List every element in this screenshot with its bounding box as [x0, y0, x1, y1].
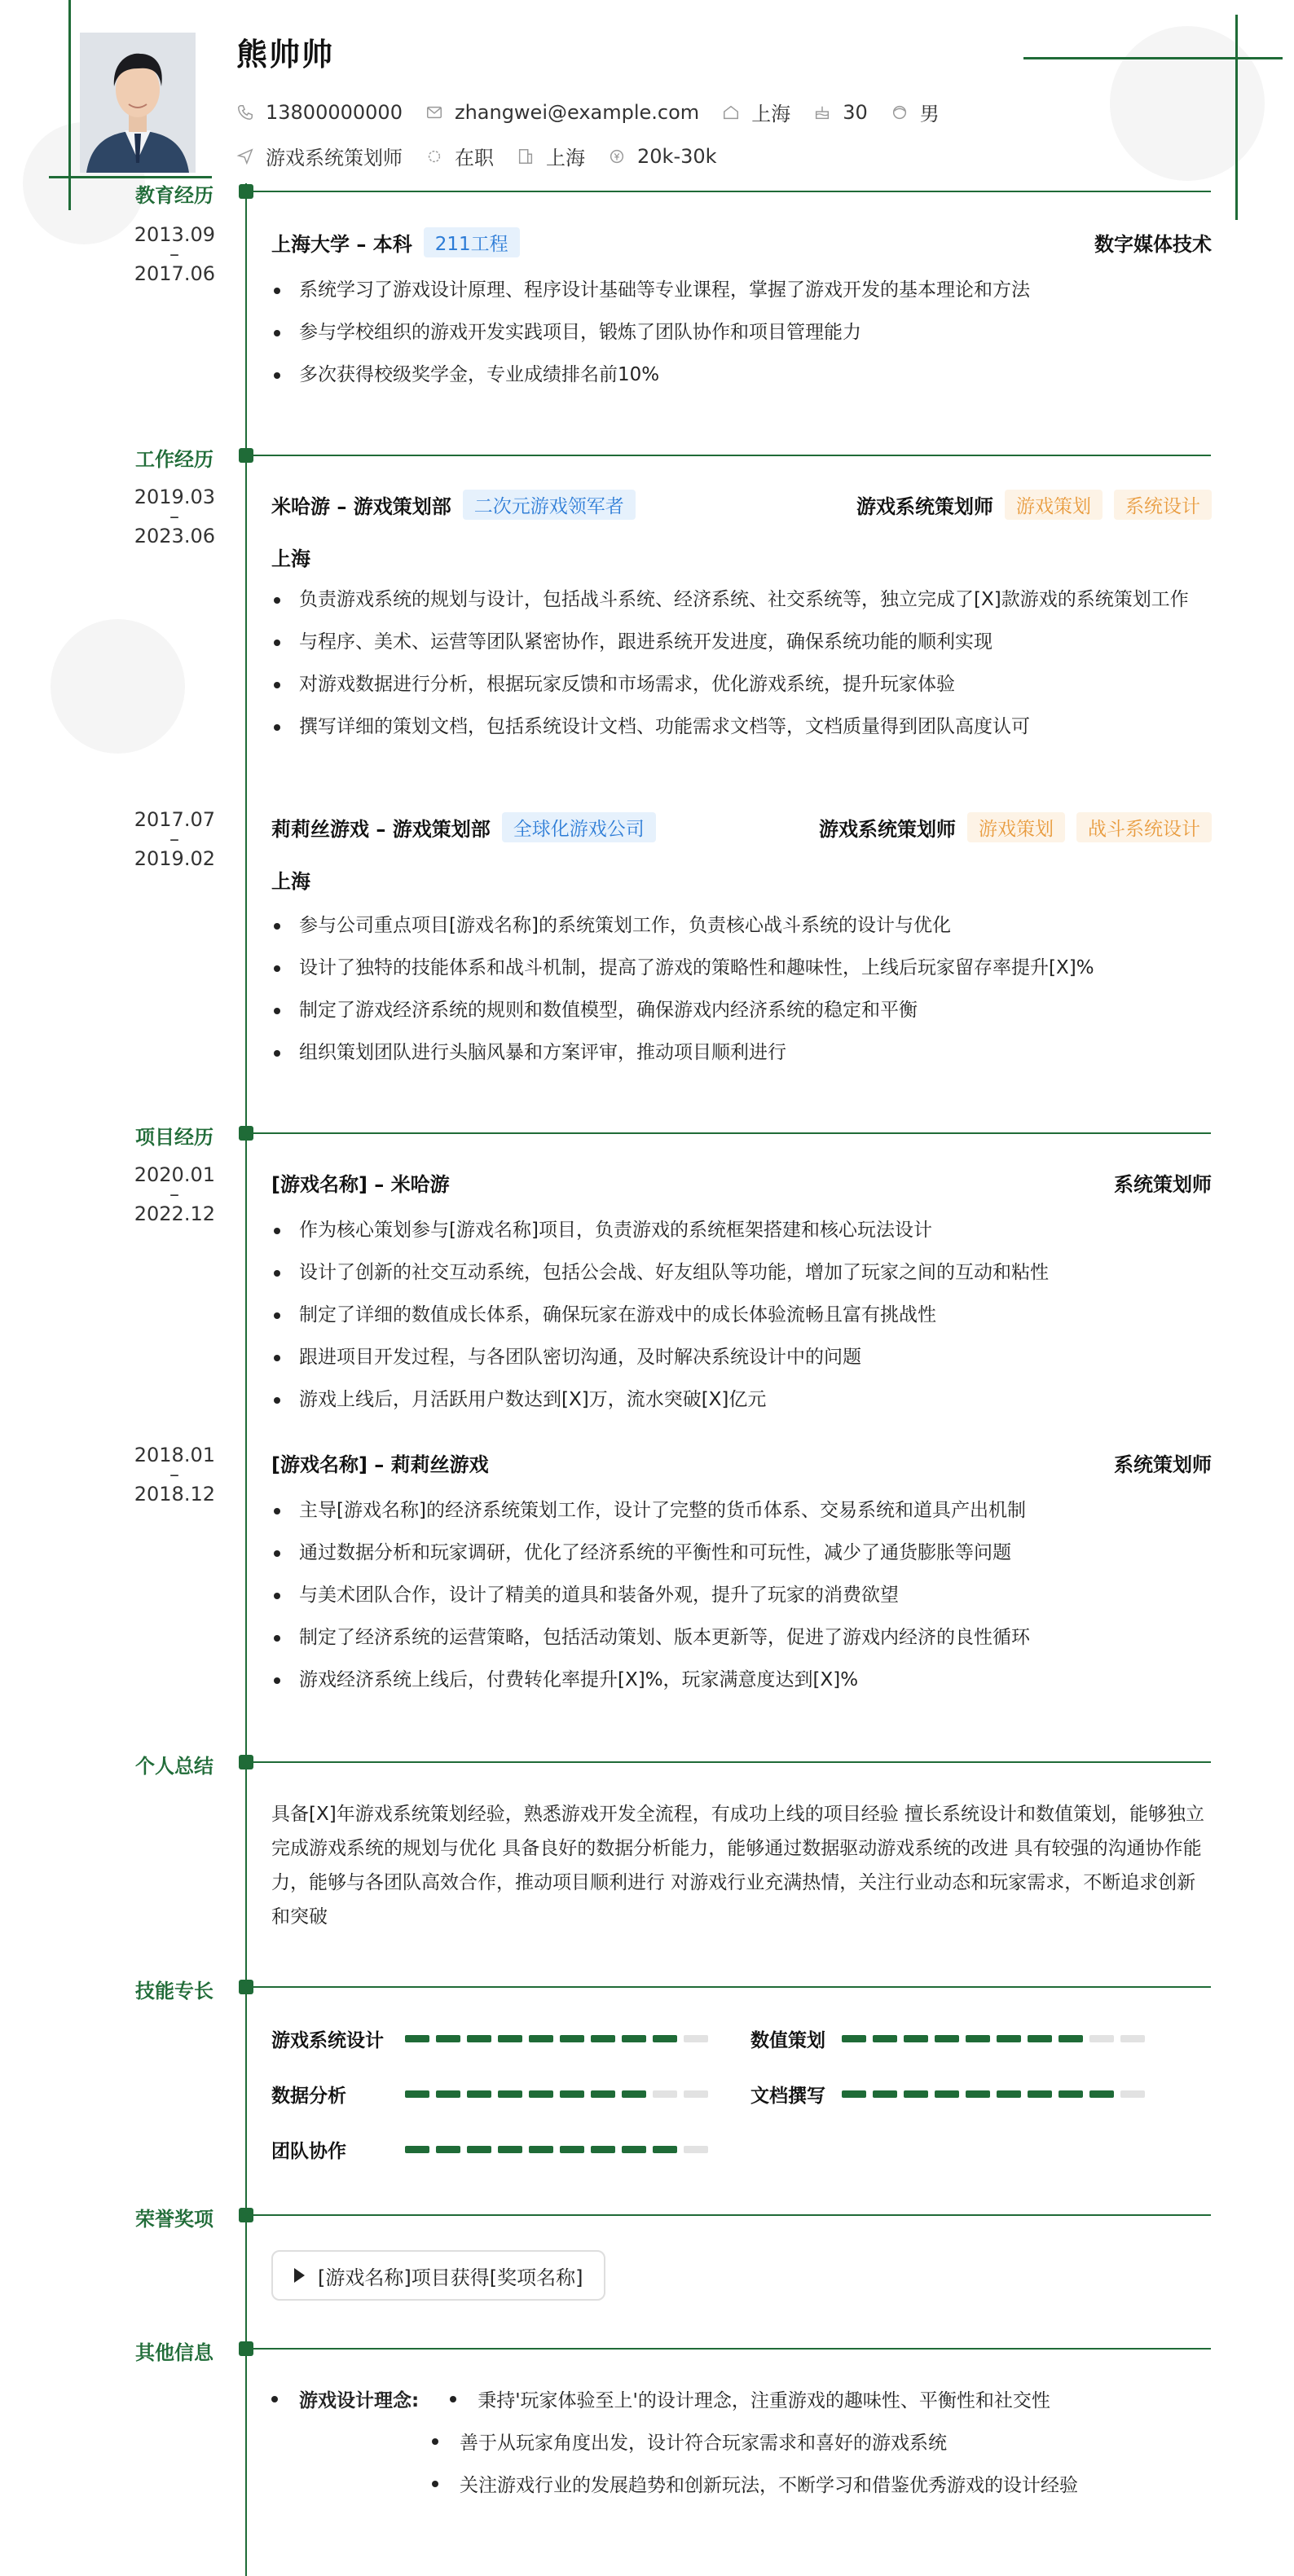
skill-tag: 游戏策划	[967, 812, 1065, 842]
contact-row	[236, 98, 962, 126]
school-name: 上海大学 – 本科	[271, 232, 412, 256]
date-end: 2017.06	[134, 262, 215, 285]
other-value: 善于从玩家角度出发，设计符合玩家需求和喜好的游戏系统	[460, 2433, 947, 2454]
skill-item	[271, 2025, 715, 2052]
project-name: [游戏名称] – 莉莉丝游戏	[271, 1453, 489, 1476]
other-key: 游戏设计理念:	[299, 2390, 420, 2411]
date-separator: –	[169, 1463, 179, 1486]
other-value: 关注游戏行业的发展趋势和创新玩法，不断学习和借鉴优秀游戏的设计经验	[460, 2475, 1078, 2496]
date-start: 2018.01	[134, 1444, 215, 1466]
date-range	[114, 487, 215, 546]
other-value: 秉持'玩家体验至上'的设计理念，注重游戏的趣味性、平衡性和社交性	[478, 2390, 1050, 2411]
home-icon	[722, 103, 740, 121]
company-tag: 二次元游戏领军者	[463, 490, 636, 520]
skill-level-bar	[842, 2090, 1151, 2098]
phone-item	[236, 101, 403, 124]
decor-line	[1023, 57, 1283, 59]
date-end: 2023.06	[134, 525, 215, 547]
list-item	[432, 2428, 947, 2455]
skill-level-segment	[904, 2090, 928, 2098]
gender-value: 男	[919, 103, 940, 125]
email-item	[425, 101, 699, 124]
section-divider	[253, 455, 1211, 456]
list-item: 对游戏数据进行分析，根据玩家反馈和市场需求，优化游戏系统，提升玩家体验	[271, 670, 1208, 700]
skill-level-segment	[842, 2035, 866, 2042]
skill-tag: 系统设计	[1114, 490, 1212, 520]
email-value: zhangwei@example.com	[454, 100, 700, 124]
list-item: 多次获得校级奖学金，专业成绩排名前10%	[271, 360, 1208, 390]
date-start: 2017.07	[134, 808, 215, 831]
skill-name: 数据分析	[271, 2086, 346, 2107]
skill-level-segment	[684, 2035, 708, 2042]
project-right	[1114, 1448, 1212, 1477]
target-city-value: 上海	[546, 147, 585, 169]
skill-item	[750, 2081, 1151, 2108]
bullet-dot	[432, 2438, 438, 2445]
project-header	[271, 1448, 1212, 1476]
section-title-education: 教育经历	[135, 184, 213, 207]
skill-level-segment	[842, 2090, 866, 2098]
date-separator: –	[169, 828, 179, 851]
skill-level-segment	[529, 2146, 553, 2153]
major: 数字媒体技术	[1094, 232, 1212, 256]
skill-name: 团队协作	[271, 2141, 346, 2162]
education-bullets	[271, 275, 1208, 402]
company-name: 莉莉丝游戏 – 游戏策划部	[271, 817, 491, 841]
skill-level-bar	[842, 2035, 1151, 2042]
status-item	[425, 142, 494, 170]
skill-level-segment	[405, 2146, 429, 2153]
skill-level-segment	[467, 2035, 491, 2042]
date-end: 2018.12	[134, 1483, 215, 1506]
project-role: 系统策划师	[1114, 1453, 1212, 1476]
section-marker	[239, 2341, 253, 2356]
status-value: 在职	[455, 147, 494, 169]
list-item: 游戏上线后，月活跃用户数达到[X]万，流水突破[X]亿元	[271, 1385, 1208, 1415]
list-item: 与美术团队合作，设计了精美的道具和装备外观，提升了玩家的消费欲望	[271, 1580, 1208, 1611]
section-marker	[239, 184, 253, 199]
decor-circle	[1110, 26, 1265, 181]
list-item: 与程序、美术、运营等团队紧密协作，跟进系统开发进度，确保系统功能的顺利实现	[271, 627, 1208, 657]
bullet-dot	[271, 2396, 278, 2402]
section-marker	[239, 448, 253, 463]
date-range	[114, 1445, 215, 1504]
skill-level-segment	[560, 2035, 584, 2042]
section-divider	[253, 191, 1211, 192]
skill-level-segment	[1028, 2035, 1052, 2042]
company-name: 米哈游 – 游戏策划部	[271, 495, 451, 518]
section-divider	[253, 1761, 1211, 1763]
date-start: 2019.03	[134, 486, 215, 508]
date-range	[114, 810, 215, 868]
skill-level-segment	[405, 2090, 429, 2098]
send-icon	[236, 147, 254, 165]
mail-icon	[425, 103, 443, 121]
skill-level-segment	[498, 2035, 522, 2042]
skill-level-segment	[591, 2146, 615, 2153]
list-item: 撰写详细的策划文档，包括系统设计文档、功能需求文档等，文档质量得到团队高度认可	[271, 712, 1208, 742]
section-divider	[253, 1132, 1211, 1134]
award-text: [游戏名称]项目获得[奖项名称]	[318, 2266, 583, 2289]
summary-text: 具备[X]年游戏系统策划经验，熟悉游戏开发全流程，有成功上线的项目经验 擅长系统设计和数值策划，能够独立完成游戏系统的规划与优化 具备良好的数据分析能力，能够通过数据驱动游戏系统的改进 具有较强的沟通协作能力，能够与各团队高效合作，推动项目顺利进行 对游戏行业充满热情，关注行业动态和玩家需求，不断追求创新和突破	[271, 1804, 1205, 1928]
skill-level-segment	[498, 2146, 522, 2153]
skill-item	[271, 2081, 715, 2108]
list-item: 负责游戏系统的规划与设计，包括战斗系统、经济系统、社交系统等，独立完成了[X]款游戏的系统策划工作	[271, 585, 1208, 615]
skill-level-bar	[405, 2146, 715, 2153]
decor-line	[1235, 15, 1238, 220]
date-start: 2013.09	[134, 223, 215, 246]
skill-level-segment	[935, 2090, 959, 2098]
list-item: 组织策划团队进行头脑风暴和方案评审，推动项目顺利进行	[271, 1038, 1208, 1068]
list-item: 参与公司重点项目[游戏名称]的系统策划工作，负责核心战斗系统的设计与优化	[271, 911, 1208, 941]
date-range	[114, 225, 215, 284]
target-city-item	[517, 142, 585, 170]
skill-level-segment	[529, 2090, 553, 2098]
work-right	[819, 812, 1212, 842]
section-title-other: 其他信息	[135, 2341, 213, 2364]
skill-level-bar	[405, 2090, 715, 2098]
project-role: 系统策划师	[1114, 1172, 1212, 1196]
skill-level-segment	[1120, 2035, 1145, 2042]
skill-level-segment	[997, 2090, 1021, 2098]
list-item: 制定了详细的数值成长体系，确保玩家在游戏中的成长体验流畅且富有挑战性	[271, 1300, 1208, 1330]
salary-value: 20k-30k	[637, 144, 717, 168]
work-city: 上海	[271, 870, 310, 893]
list-item	[432, 2470, 1078, 2497]
skill-tag: 游戏策划	[1005, 490, 1103, 520]
date-separator: –	[169, 1183, 179, 1206]
skill-level-segment	[622, 2035, 646, 2042]
list-item: 作为核心策划参与[游戏名称]项目，负责游戏的系统框架搭建和核心玩法设计	[271, 1215, 1208, 1246]
skill-level-segment	[1059, 2090, 1083, 2098]
skill-level-segment	[1089, 2090, 1114, 2098]
skill-name: 游戏系统设计	[271, 2030, 384, 2051]
skill-level-segment	[467, 2090, 491, 2098]
skill-level-segment	[1028, 2090, 1052, 2098]
list-item: 游戏经济系统上线后，付费转化率提升[X]%，玩家满意度达到[X]%	[271, 1665, 1208, 1695]
list-item: 制定了游戏经济系统的规则和数值模型，确保游戏内经济系统的稳定和平衡	[271, 996, 1208, 1026]
gender-icon	[891, 103, 909, 121]
skill-level-segment	[653, 2035, 677, 2042]
list-item: 通过数据分析和玩家调研，优化了经济系统的平衡性和可玩性，减少了通货膨胀等问题	[271, 1538, 1208, 1568]
section-title-work: 工作经历	[135, 448, 213, 471]
skill-level-segment	[684, 2146, 708, 2153]
skill-level-segment	[529, 2035, 553, 2042]
section-divider	[253, 2214, 1211, 2216]
skill-level-segment	[966, 2035, 990, 2042]
job-intent-row	[236, 142, 740, 170]
salary-item	[608, 145, 717, 168]
skill-level-segment	[498, 2090, 522, 2098]
section-marker	[239, 1126, 253, 1141]
skill-item	[271, 2136, 715, 2163]
skill-level-segment	[966, 2090, 990, 2098]
section-title-projects: 项目经历	[135, 1126, 213, 1149]
work-city: 上海	[271, 547, 310, 570]
location-value: 上海	[751, 103, 791, 125]
skill-level-segment	[436, 2090, 460, 2098]
skill-level-segment	[436, 2035, 460, 2042]
skill-level-segment	[405, 2035, 429, 2042]
cake-icon	[813, 103, 831, 121]
skill-name: 文档撰写	[750, 2086, 825, 2107]
bullet-dot	[450, 2396, 456, 2402]
skill-level-segment	[1120, 2090, 1145, 2098]
work-header	[271, 813, 1212, 841]
skill-level-segment	[1089, 2035, 1114, 2042]
skill-level-segment	[653, 2146, 677, 2153]
education-header	[271, 228, 1212, 256]
list-item: 主导[游戏名称]的经济系统策划工作，设计了完整的货币体系、交易系统和道具产出机制	[271, 1496, 1208, 1526]
skill-level-segment	[873, 2090, 897, 2098]
phone-value: 13800000000	[266, 100, 403, 124]
section-marker	[239, 2208, 253, 2222]
project-right	[1114, 1168, 1212, 1197]
section-divider	[253, 2348, 1211, 2350]
age-value: 30	[843, 100, 868, 124]
play-icon	[294, 2268, 305, 2283]
skill-level-segment	[997, 2035, 1021, 2042]
work-bullets	[271, 585, 1208, 754]
project-bullets	[271, 1496, 1208, 1708]
skill-level-segment	[1059, 2035, 1083, 2042]
skill-level-segment	[904, 2035, 928, 2042]
date-start: 2020.01	[134, 1163, 215, 1186]
section-marker	[239, 1980, 253, 1994]
skill-tag: 战斗系统设计	[1076, 812, 1212, 842]
project-bullets	[271, 1215, 1208, 1427]
list-item: 制定了经济系统的运营策略，包括活动策划、版本更新等，促进了游戏内经济的良性循环	[271, 1623, 1208, 1653]
age-item	[813, 101, 868, 124]
location-item	[722, 98, 790, 126]
skill-level-segment	[591, 2035, 615, 2042]
section-title-skills: 技能专长	[135, 1980, 213, 2002]
date-end: 2022.12	[134, 1202, 215, 1225]
skill-level-segment	[467, 2146, 491, 2153]
skill-level-segment	[622, 2090, 646, 2098]
skill-level-segment	[436, 2146, 460, 2153]
decor-circle	[51, 619, 185, 754]
school-tag: 211工程	[424, 227, 520, 257]
skill-level-segment	[653, 2090, 677, 2098]
skill-level-segment	[873, 2035, 897, 2042]
project-name: [游戏名称] – 米哈游	[271, 1172, 450, 1196]
job-title: 游戏系统策划师	[856, 495, 993, 518]
money-icon	[608, 147, 626, 165]
section-marker	[239, 1755, 253, 1769]
avatar	[80, 33, 196, 173]
date-end: 2019.02	[134, 847, 215, 870]
gender-item	[891, 98, 940, 126]
other-heading-item	[271, 2385, 1050, 2412]
bullet-dot	[432, 2481, 438, 2487]
date-range	[114, 1165, 215, 1224]
skill-level-segment	[935, 2035, 959, 2042]
skill-name: 数值策划	[750, 2030, 825, 2051]
education-right	[1094, 228, 1212, 257]
skill-level-segment	[560, 2090, 584, 2098]
list-item: 系统学习了游戏设计原理、程序设计基础等专业课程，掌握了游戏开发的基本理论和方法	[271, 275, 1208, 306]
section-title-awards: 荣誉奖项	[135, 2208, 213, 2231]
work-bullets	[271, 911, 1208, 1080]
skill-level-bar	[405, 2035, 715, 2042]
job-title: 游戏系统策划师	[819, 817, 956, 841]
phone-icon	[236, 103, 254, 121]
section-title-summary: 个人总结	[135, 1755, 213, 1778]
skill-level-segment	[591, 2090, 615, 2098]
decor-line	[49, 176, 212, 178]
award-item[interactable]	[271, 2250, 605, 2301]
candidate-name: 熊帅帅	[236, 37, 335, 73]
position-item	[236, 142, 403, 170]
list-item: 参与学校组织的游戏开发实践项目，锻炼了团队协作和项目管理能力	[271, 318, 1208, 348]
skill-level-segment	[622, 2146, 646, 2153]
skill-level-segment	[560, 2146, 584, 2153]
status-icon	[425, 147, 443, 165]
building-icon	[517, 147, 535, 165]
date-separator: –	[169, 243, 179, 266]
skill-item	[750, 2025, 1151, 2052]
list-item: 跟进项目开发过程，与各团队密切沟通，及时解决系统设计中的问题	[271, 1343, 1208, 1373]
section-divider	[253, 1986, 1211, 1988]
project-header	[271, 1168, 1212, 1196]
date-separator: –	[169, 505, 179, 528]
work-header	[271, 490, 1212, 518]
position-value: 游戏系统策划师	[266, 147, 403, 169]
skill-level-segment	[684, 2090, 708, 2098]
list-item: 设计了独特的技能体系和战斗机制，提高了游戏的策略性和趣味性，上线后玩家留存率提升[X]%	[271, 953, 1208, 983]
list-item: 设计了创新的社交互动系统，包括公会战、好友组队等功能，增加了玩家之间的互动和粘性	[271, 1258, 1208, 1288]
company-tag: 全球化游戏公司	[502, 812, 656, 842]
work-right	[856, 490, 1212, 520]
